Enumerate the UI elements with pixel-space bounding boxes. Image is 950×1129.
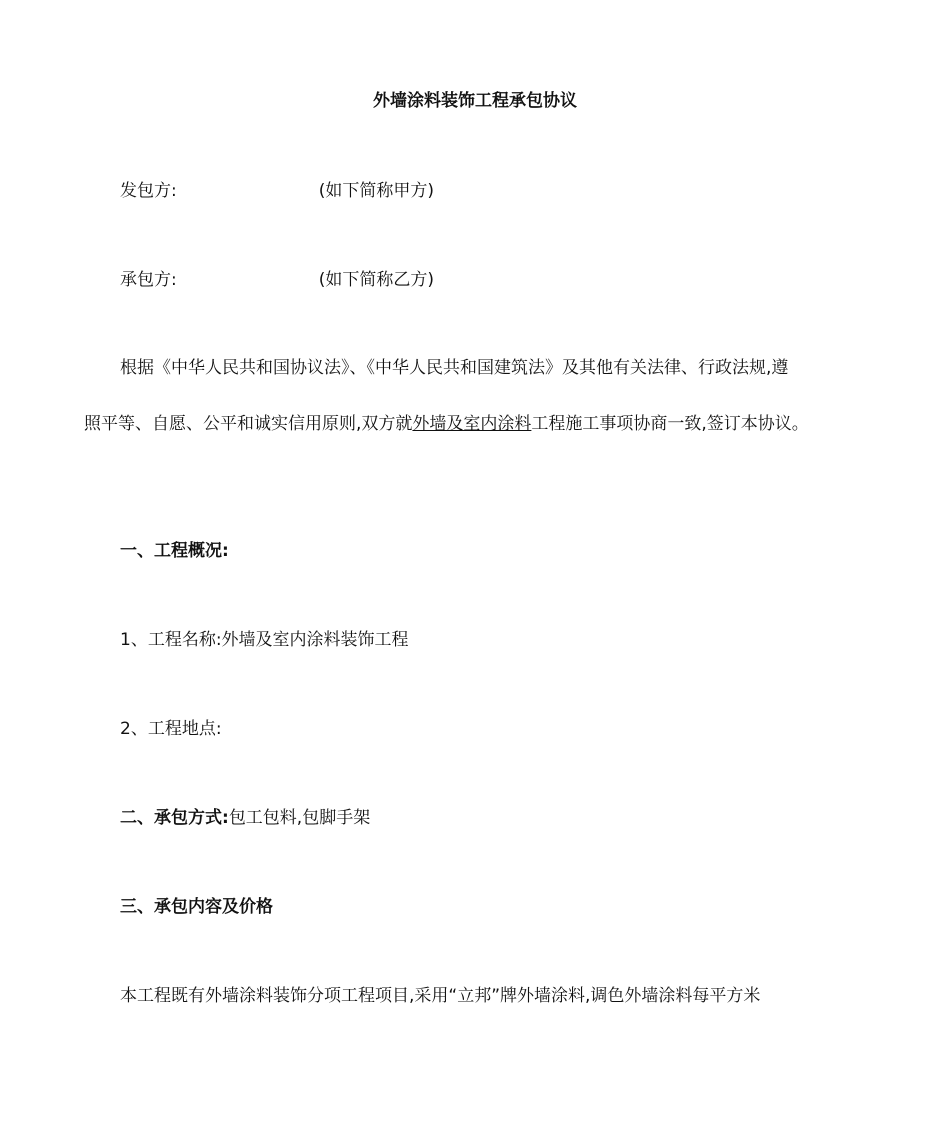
section-3-heading: 三、承包内容及价格	[120, 897, 273, 917]
party-b-note: (如下简称乙方)	[318, 270, 434, 290]
party-a-note: (如下简称甲方)	[318, 181, 434, 201]
party-b-label: 承包方:	[120, 270, 177, 290]
preamble-text-before: 照平等、自愿、公平和诚实信用原则,双方就	[84, 414, 413, 434]
section-1-heading: 一、工程概况:	[120, 541, 229, 561]
preamble-underlined-project: 外墙及室内涂料	[412, 414, 532, 434]
preamble-line-1: 根据《中华人民共和国协议法》、《中华人民共和国建筑法》及其他有关法律、行政法规,遵	[120, 358, 789, 378]
party-a-line	[120, 179, 434, 203]
section-1-item-1: 1、工程名称:外墙及室内涂料装饰工程	[120, 630, 409, 650]
section-2-heading: 二、承包方式:	[120, 808, 229, 828]
section-2-text: 包工包料,包脚手架	[228, 808, 371, 828]
section-1-item-2: 2、工程地点:	[120, 719, 222, 739]
party-a-label: 发包方:	[120, 181, 177, 201]
section-2-line	[120, 806, 370, 830]
party-b-line	[120, 268, 434, 292]
preamble-line-2	[84, 412, 809, 436]
section-3-text: 本工程既有外墙涂料装饰分项工程项目,采用“立邦”牌外墙涂料,调色外墙涂料每平方米	[120, 986, 761, 1006]
preamble-text-after: 工程施工事项协商一致,签订本协议。	[531, 414, 809, 434]
document-title: 外墙涂料装饰工程承包协议	[373, 91, 577, 111]
